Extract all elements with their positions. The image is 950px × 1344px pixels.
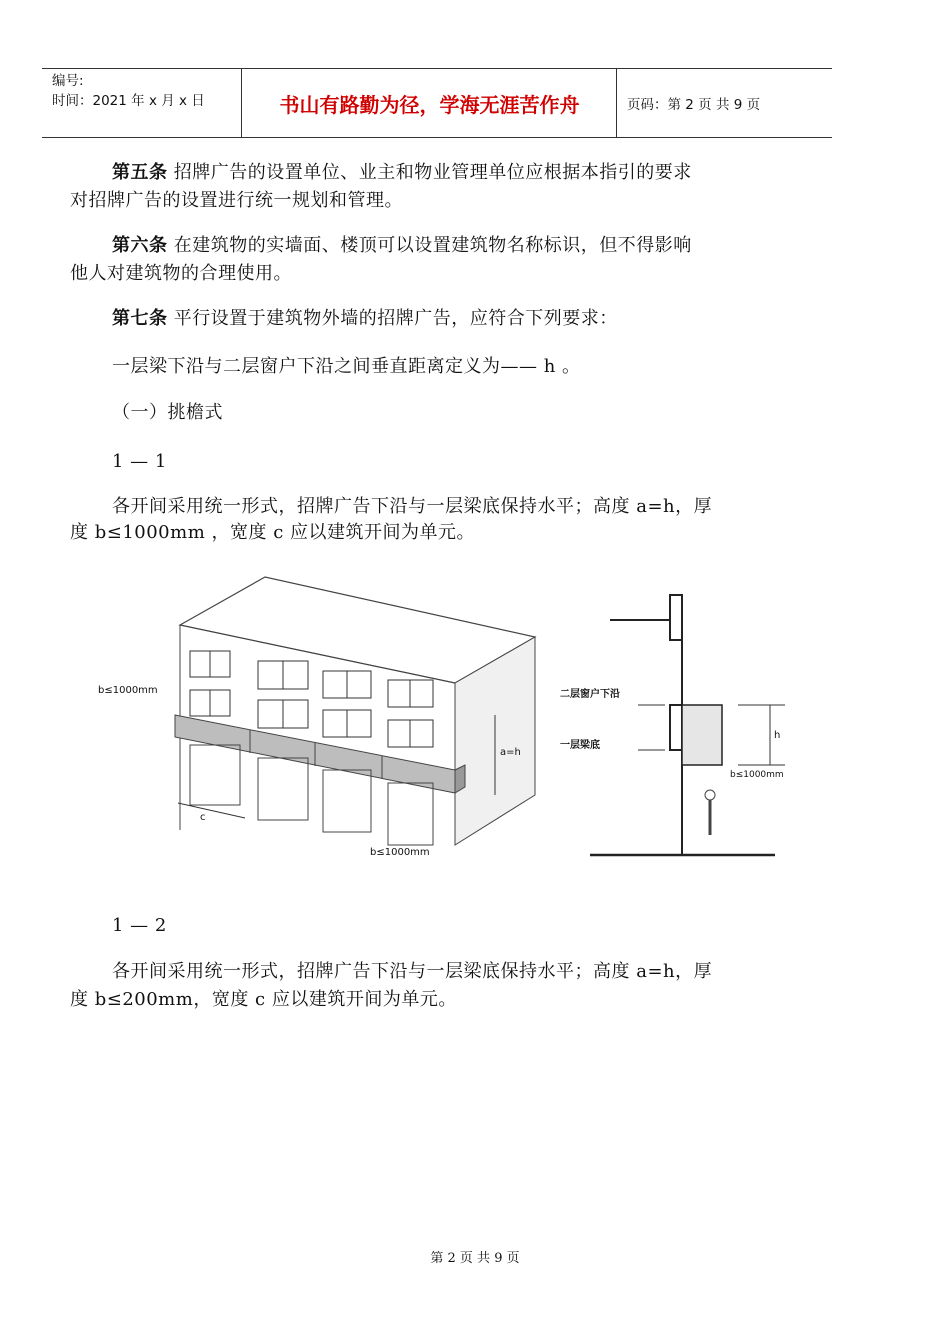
article-7-heading: 第七条 — [112, 308, 168, 329]
a-dim-label: a=h — [500, 747, 521, 758]
case-1-1-text: 各开间采用统一形式，招牌广告下沿与一层梁底保持水平；高度 a=h，厚 — [112, 496, 713, 517]
b-top-label: b≤1000mm — [98, 685, 158, 696]
article-7-text: 平行设置于建筑物外墙的招牌广告，应符合下列要求： — [167, 308, 618, 329]
header-page-info: 页码：第 2 页 共 9 页 — [627, 97, 761, 113]
article-6-text: 在建筑物的实墙面、楼顶可以设置建筑物名称标识，但不得影响 — [167, 235, 692, 256]
h-label: h — [774, 730, 781, 741]
doc-number-label: 编号: — [52, 73, 84, 89]
subsection-title: （一）挑檐式 — [112, 402, 223, 423]
definition-line: 一层梁下沿与二层窗户下沿之间垂直距离定义为—— h 。 — [112, 356, 581, 377]
article-5-heading: 第五条 — [112, 162, 168, 183]
article-6-line2: 他人对建筑物的合理使用。 — [70, 263, 292, 284]
article-6-heading: 第六条 — [112, 235, 168, 256]
page-footer: 第 2 页 共 9 页 — [430, 1251, 520, 1266]
doc-time-label: 时间：2021 年 x 月 x 日 — [52, 93, 205, 109]
article-5-line2: 对招牌广告的设置进行统一规划和管理。 — [70, 190, 403, 211]
beam-bottom-label: 一层梁底 — [560, 740, 600, 751]
c-dim-label: c — [200, 812, 206, 823]
article-6-line1 — [112, 231, 692, 260]
b-section-label: b≤1000mm — [730, 770, 784, 780]
page-header — [42, 68, 832, 138]
header-motto: 书山有路勤为径，学海无涯苦作舟 — [243, 69, 617, 137]
window-sill-label: 二层窗户下沿 — [560, 689, 620, 700]
case-1-1-text2: 度 b≤1000mm ，宽度 c 应以建筑开间为单元。 — [70, 522, 476, 543]
article-5-line1 — [112, 158, 692, 187]
signboard-figure — [90, 565, 790, 865]
article-7-line — [112, 304, 618, 333]
case-1-1-label: 1 — 1 — [112, 451, 167, 472]
article-5-text: 招牌广告的设置单位、业主和物业管理单位应根据本指引的要求 — [167, 162, 692, 183]
b-bottom-label: b≤1000mm — [370, 847, 430, 858]
case-1-2-text: 各开间采用统一形式，招牌广告下沿与一层梁底保持水平；高度 a=h，厚 — [112, 961, 713, 982]
case-1-2-label: 1 — 2 — [112, 915, 167, 936]
header-meta — [42, 69, 242, 137]
case-1-2-text2: 度 b≤200mm，宽度 c 应以建筑开间为单元。 — [70, 989, 457, 1010]
